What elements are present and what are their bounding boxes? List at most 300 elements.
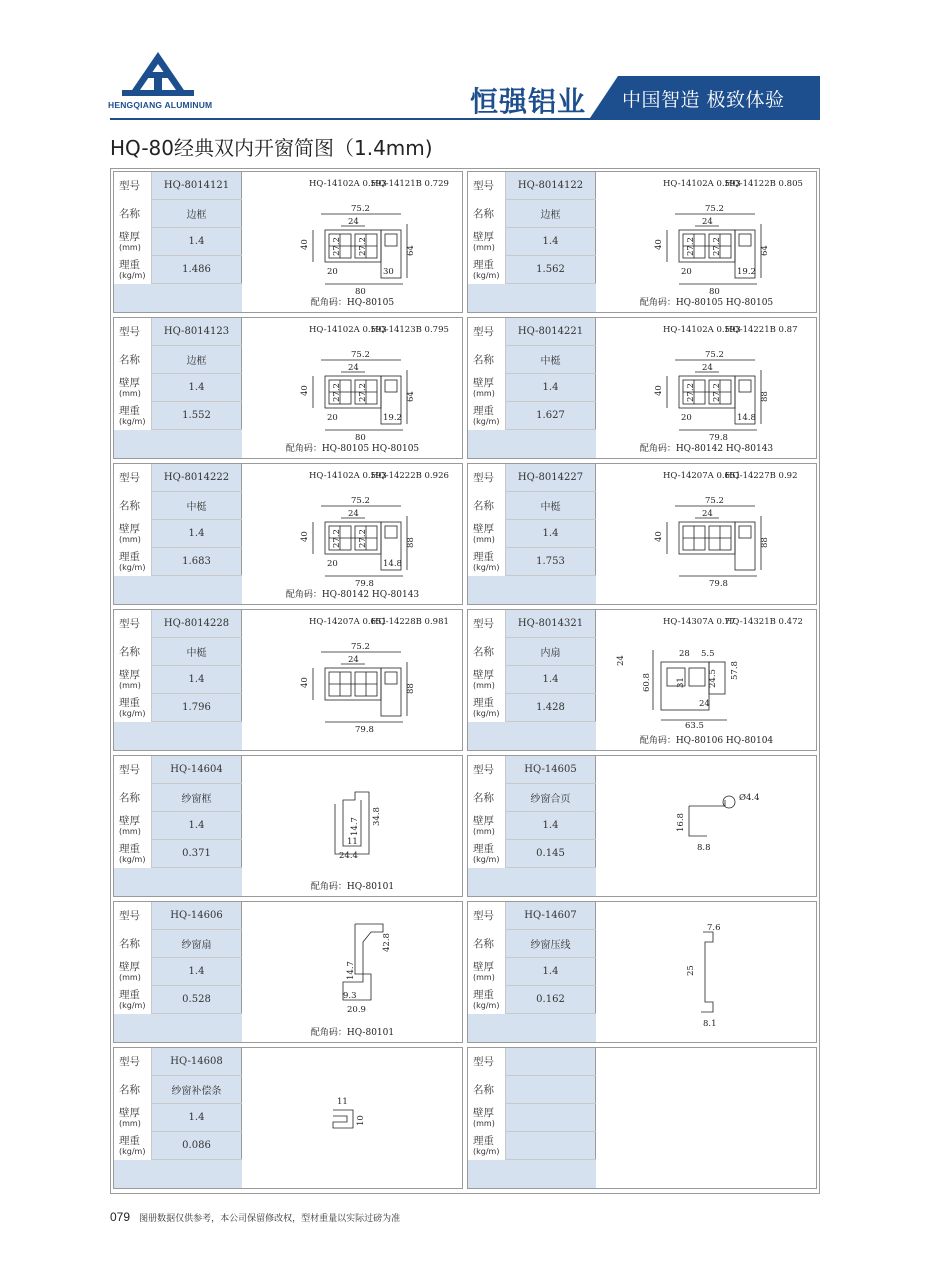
spec-label-thickness (468, 1104, 506, 1132)
dim-inner-width: 24 (702, 509, 713, 519)
dim-inner-width: 24 (348, 509, 359, 519)
part-code-a: HQ-14207A 0.651 (663, 471, 741, 481)
spec-row-name (114, 784, 242, 812)
spec-label-text: 理重 (119, 405, 140, 417)
dim-bottom-right: 30 (383, 267, 394, 277)
spec-row-weight (468, 986, 596, 1014)
spec-label-thickness (468, 666, 506, 694)
spec-value-thickness: 1.4 (152, 666, 241, 693)
spec-label-unit: (mm) (473, 681, 495, 690)
spec-row-model (468, 318, 596, 346)
part-code-b: HQ-14121B 0.729 (371, 179, 449, 189)
spec-row-weight (468, 694, 596, 722)
spec-label-name (468, 1076, 506, 1104)
drawing-canvas (597, 464, 816, 604)
spec-value-name: 纱窗压线 (506, 930, 595, 957)
corner-connector-note: 配角码：HQ-80142 HQ-80143 (639, 444, 774, 454)
spec-row-model (468, 902, 596, 930)
spec-label-weight (114, 986, 152, 1014)
spec-label-model (468, 318, 506, 346)
dim-chamber-b: 27.2 (358, 237, 368, 256)
spec-label-text: 壁厚 (473, 231, 494, 243)
dim-inner-width: 11 (347, 837, 358, 847)
spec-value-model: HQ-8014221 (506, 318, 595, 345)
spec-value-model: HQ-8014228 (152, 610, 241, 637)
spec-label-weight (114, 402, 152, 430)
spec-label-unit: (mm) (473, 973, 495, 982)
spec-label-unit: (kg/m) (473, 563, 500, 572)
spec-label-weight (468, 694, 506, 722)
dim-inner-width: 24 (348, 217, 359, 227)
logo-text: HENGQIANG ALUMINUM (108, 100, 213, 110)
spec-value-name: 边框 (152, 346, 241, 373)
spec-label-unit: (kg/m) (119, 1147, 146, 1156)
profile-card (467, 317, 817, 459)
dim-diameter: Ø4.4 (739, 793, 760, 803)
part-code-a: HQ-14102A 0.593 (309, 471, 387, 481)
dim-height: 88 (760, 391, 770, 402)
dim-inner-b: 24.5 (708, 669, 718, 688)
part-code-a: HQ-14102A 0.593 (309, 179, 387, 189)
spec-blank-row (468, 1160, 596, 1188)
spec-label-thickness (468, 228, 506, 256)
spec-row-thickness (114, 666, 242, 694)
dim-height: 10 (356, 1115, 366, 1126)
spec-label-text: 名称 (119, 937, 140, 950)
spec-label-thickness (468, 374, 506, 402)
spec-label-thickness (468, 958, 506, 986)
dim-inner-height: 14.7 (350, 817, 360, 836)
spec-label-model (468, 902, 506, 930)
spec-value-model: HQ-14608 (152, 1048, 241, 1075)
spec-row-name (468, 346, 596, 374)
drawing-canvas (597, 318, 816, 458)
spec-label-text: 壁厚 (473, 961, 494, 973)
drawing-canvas (243, 1048, 462, 1188)
spec-row-name (468, 784, 596, 812)
dim-bottom-left: 20 (327, 267, 338, 277)
spec-label-text: 名称 (119, 207, 140, 220)
dim-bottom-right: 14.8 (737, 413, 756, 423)
dim-top: 7.6 (707, 923, 721, 933)
spec-blank-row (114, 576, 242, 604)
spec-row-model (468, 1048, 596, 1076)
spec-label-text: 理重 (473, 697, 494, 709)
spec-row-weight (114, 256, 242, 284)
spec-value-thickness: 1.4 (506, 958, 595, 985)
spec-label-unit: (kg/m) (119, 417, 146, 426)
spec-row-model (468, 464, 596, 492)
spec-label-model (468, 610, 506, 638)
spec-label-name (468, 638, 506, 666)
corner-connector-note: 配角码：HQ-80106 HQ-80104 (639, 736, 774, 746)
spec-label-text: 理重 (119, 1135, 140, 1147)
dim-width: 8.8 (697, 843, 711, 853)
spec-value-name (506, 1076, 595, 1103)
drawing-canvas (243, 756, 462, 896)
spec-label-text: 名称 (473, 207, 494, 220)
spec-label-text: 理重 (473, 989, 494, 1001)
spec-label-unit: (mm) (119, 535, 141, 544)
spec-label-text: 型号 (473, 471, 494, 484)
spec-label-text: 名称 (119, 353, 140, 366)
dim-lip: 9.3 (343, 991, 357, 1001)
spec-value-name: 纱窗合页 (506, 784, 595, 811)
profile-grid (110, 168, 820, 1194)
spec-row-weight (114, 402, 242, 430)
spec-row-model (114, 756, 242, 784)
spec-row-thickness (468, 228, 596, 256)
spec-label-thickness (114, 1104, 152, 1132)
dim-bottom-right: 19.2 (383, 413, 402, 423)
spec-value-weight: 1.796 (152, 694, 241, 721)
corner-connector-note: 配角码：HQ-80105 (310, 298, 395, 308)
spec-label-text: 型号 (119, 909, 140, 922)
spec-value-name: 纱窗框 (152, 784, 241, 811)
spec-row-weight (468, 840, 596, 868)
spec-label-model (114, 464, 152, 492)
spec-label-text: 名称 (119, 791, 140, 804)
spec-label-unit: (kg/m) (119, 1001, 146, 1010)
spec-label-model (114, 318, 152, 346)
spec-label-weight (114, 694, 152, 722)
spec-row-thickness (468, 1104, 596, 1132)
spec-label-name (468, 784, 506, 812)
spec-value-thickness: 1.4 (152, 228, 241, 255)
slogan-text: 中国智造 极致体验 (622, 89, 785, 111)
spec-value-model: HQ-8014123 (152, 318, 241, 345)
dim-total-width: 79.8 (709, 433, 728, 443)
corner-connector-note: 配角码：HQ-80105 HQ-80105 (639, 298, 774, 308)
spec-row-name (114, 930, 242, 958)
profile-drawing (597, 318, 816, 458)
spec-label-text: 理重 (473, 259, 494, 271)
spec-label-text: 理重 (473, 1135, 494, 1147)
spec-label-text: 型号 (473, 617, 494, 630)
profile-card (467, 755, 817, 897)
part-code-b: HQ-14222B 0.926 (371, 471, 449, 481)
profile-card (467, 463, 817, 605)
dim-total-width: 80 (709, 287, 720, 297)
dim-height: 88 (406, 537, 416, 548)
drawing-canvas (243, 172, 462, 312)
profile-drawing (243, 1048, 462, 1188)
spec-row-model (114, 902, 242, 930)
spec-table (114, 902, 242, 1042)
spec-row-weight (114, 1132, 242, 1160)
spec-label-text: 壁厚 (119, 377, 140, 389)
dim-chamber-a: 27.2 (686, 237, 696, 256)
spec-value-thickness: 1.4 (506, 374, 595, 401)
spec-row-model (114, 464, 242, 492)
spec-label-name (114, 638, 152, 666)
spec-label-text: 名称 (119, 645, 140, 658)
part-code-a: HQ-14102A 0.593 (663, 179, 741, 189)
spec-value-weight: 0.371 (152, 840, 241, 867)
drawing-canvas (243, 318, 462, 458)
spec-value-name: 中梃 (506, 492, 595, 519)
spec-label-thickness (114, 374, 152, 402)
corner-connector-note: 配角码：HQ-80101 (310, 1028, 395, 1038)
dim-bottom-right: 19.2 (737, 267, 756, 277)
part-code-b: HQ-14228B 0.981 (371, 617, 449, 627)
part-code-b: HQ-14227B 0.92 (725, 471, 798, 481)
profile-drawing (597, 610, 816, 750)
profile-card (113, 171, 463, 313)
spec-label-thickness (114, 666, 152, 694)
dim-inner-width: 24 (348, 655, 359, 665)
spec-label-weight (468, 1132, 506, 1160)
spec-value-name: 边框 (152, 200, 241, 227)
dim-bottom-right: 14.8 (383, 559, 402, 569)
spec-label-weight (114, 548, 152, 576)
dim-chamber-a: 27.2 (332, 237, 342, 256)
spec-label-model (114, 610, 152, 638)
dim-height: 16.8 (676, 813, 686, 832)
spec-label-unit: (kg/m) (119, 709, 146, 718)
spec-value-weight: 0.145 (506, 840, 595, 867)
profile-card (113, 609, 463, 751)
spec-blank-row (114, 1014, 242, 1042)
dim-height: 25 (686, 965, 696, 976)
profile-drawing (243, 464, 462, 604)
footer-note: 图册数据仅供参考，本公司保留修改权，型材重量以实际过磅为准 (139, 1214, 401, 1224)
page-number: 079 (110, 1210, 131, 1224)
spec-value-weight (506, 1132, 595, 1159)
spec-label-model (468, 1048, 506, 1076)
dim-total-width: 80 (355, 287, 366, 297)
spec-label-text: 名称 (473, 499, 494, 512)
spec-value-model: HQ-8014122 (506, 172, 595, 199)
spec-value-model: HQ-8014222 (152, 464, 241, 491)
spec-label-unit: (mm) (473, 827, 495, 836)
dim-inner-width: 24 (702, 363, 713, 373)
dim-top-b: 5.5 (701, 649, 715, 659)
spec-table (468, 172, 596, 312)
spec-value-model: HQ-14605 (506, 756, 595, 783)
spec-table (114, 464, 242, 604)
spec-label-text: 理重 (119, 843, 140, 855)
spec-label-text: 名称 (473, 353, 494, 366)
profile-section-drawing (701, 932, 713, 1012)
dim-inner-width: 24 (348, 363, 359, 373)
spec-value-name: 中梃 (506, 346, 595, 373)
dim-chamber-b: 27.2 (358, 383, 368, 402)
spec-row-thickness (468, 812, 596, 840)
spec-row-thickness (114, 228, 242, 256)
spec-label-unit: (kg/m) (119, 563, 146, 572)
spec-row-name (468, 930, 596, 958)
spec-label-weight (114, 1132, 152, 1160)
spec-value-model: HQ-8014121 (152, 172, 241, 199)
profile-card (113, 901, 463, 1043)
part-code-a: HQ-14102A 0.593 (309, 325, 387, 335)
spec-value-name: 纱窗补偿条 (152, 1076, 241, 1103)
drawing-canvas (243, 610, 462, 750)
spec-table (114, 1048, 242, 1188)
spec-value-thickness: 1.4 (506, 228, 595, 255)
profile-drawing (597, 464, 816, 604)
profile-card (467, 171, 817, 313)
drawing-canvas (243, 902, 462, 1042)
spec-label-unit: (mm) (473, 243, 495, 252)
profile-drawing (597, 1048, 816, 1188)
spec-label-unit: (kg/m) (473, 709, 500, 718)
spec-value-name: 边框 (506, 200, 595, 227)
dim-chamber-b: 27.2 (358, 529, 368, 548)
spec-table (468, 756, 596, 896)
spec-label-text: 型号 (119, 471, 140, 484)
spec-table (114, 756, 242, 896)
spec-blank-row (468, 722, 596, 750)
spec-label-text: 理重 (473, 551, 494, 563)
spec-label-unit: (mm) (119, 973, 141, 982)
spec-label-unit: (mm) (119, 243, 141, 252)
spec-label-text: 型号 (119, 617, 140, 630)
spec-label-text: 理重 (119, 551, 140, 563)
spec-value-thickness (506, 1104, 595, 1131)
spec-label-text: 名称 (473, 937, 494, 950)
profile-drawing (597, 902, 816, 1042)
dim-depth: 40 (300, 239, 310, 250)
dim-total-width: 63.5 (685, 721, 704, 731)
spec-value-thickness: 1.4 (152, 520, 241, 547)
spec-label-name (114, 492, 152, 520)
dim-width: 75.2 (705, 350, 724, 360)
spec-label-name (468, 200, 506, 228)
dim-total-width: 79.8 (709, 579, 728, 589)
spec-label-unit: (kg/m) (473, 855, 500, 864)
spec-label-name (114, 200, 152, 228)
profile-section-drawing (689, 796, 735, 836)
profile-card (467, 609, 817, 751)
dim-chamber-b: 27.2 (712, 383, 722, 402)
spec-label-text: 名称 (119, 1083, 140, 1096)
spec-row-thickness (114, 1104, 242, 1132)
profile-drawing (597, 756, 816, 896)
dim-inner-a: 31 (676, 677, 686, 688)
dim-width: 75.2 (351, 496, 370, 506)
spec-label-text: 理重 (473, 405, 494, 417)
part-code-b: HQ-14122B 0.805 (725, 179, 803, 189)
spec-label-name (468, 346, 506, 374)
spec-row-weight (468, 256, 596, 284)
dim-total-width: 79.8 (355, 579, 374, 589)
spec-row-model (114, 1048, 242, 1076)
spec-row-model (468, 610, 596, 638)
dim-chamber-b: 27.2 (712, 237, 722, 256)
spec-row-weight (468, 548, 596, 576)
spec-label-text: 壁厚 (119, 231, 140, 243)
spec-label-text: 壁厚 (473, 377, 494, 389)
spec-value-weight: 0.162 (506, 986, 595, 1013)
spec-label-text: 型号 (473, 179, 494, 192)
spec-label-unit: (mm) (119, 681, 141, 690)
dim-left-height: 60.8 (642, 673, 652, 692)
spec-label-thickness (114, 520, 152, 548)
spec-value-model: HQ-8014227 (506, 464, 595, 491)
spec-blank-row (114, 868, 242, 896)
dim-width: 20.9 (347, 1005, 366, 1015)
spec-label-unit: (mm) (119, 389, 141, 398)
part-code-b: HQ-14221B 0.87 (725, 325, 798, 335)
spec-value-thickness: 1.4 (152, 374, 241, 401)
spec-value-weight: 1.428 (506, 694, 595, 721)
spec-value-weight: 1.562 (506, 256, 595, 283)
dim-height: 64 (406, 245, 416, 256)
drawing-canvas (597, 902, 816, 1042)
profile-drawing (597, 172, 816, 312)
drawing-canvas (243, 464, 462, 604)
spec-value-model: HQ-14604 (152, 756, 241, 783)
spec-value-thickness: 1.4 (506, 666, 595, 693)
spec-row-weight (114, 986, 242, 1014)
dim-width: 75.2 (705, 204, 724, 214)
drawing-canvas (597, 756, 816, 896)
spec-label-model (468, 756, 506, 784)
spec-label-unit: (mm) (119, 827, 141, 836)
spec-table (468, 464, 596, 604)
spec-label-unit: (kg/m) (119, 855, 146, 864)
part-code-a: HQ-14207A 0.651 (309, 617, 387, 627)
dim-width: 11 (337, 1097, 348, 1107)
profile-card (113, 1047, 463, 1189)
spec-label-text: 理重 (473, 843, 494, 855)
spec-label-text: 名称 (473, 791, 494, 804)
spec-row-thickness (114, 812, 242, 840)
corner-connector-note: 配角码：HQ-80105 HQ-80105 (285, 444, 420, 454)
spec-row-thickness (114, 958, 242, 986)
spec-value-weight: 1.683 (152, 548, 241, 575)
spec-label-unit: (kg/m) (473, 1147, 500, 1156)
page-footer (110, 1206, 400, 1225)
spec-row-model (114, 610, 242, 638)
spec-label-unit: (mm) (119, 1119, 141, 1128)
spec-label-name (114, 346, 152, 374)
dim-left-top: 24 (616, 655, 626, 666)
profile-card (467, 1047, 817, 1189)
spec-label-text: 型号 (473, 325, 494, 338)
spec-blank-row (468, 284, 596, 312)
spec-table (468, 318, 596, 458)
spec-label-model (114, 756, 152, 784)
part-code-b: HQ-14123B 0.795 (371, 325, 449, 335)
spec-label-weight (468, 548, 506, 576)
spec-row-model (114, 318, 242, 346)
part-code-b: HQ-14321B 0.472 (725, 617, 803, 627)
spec-value-weight: 0.086 (152, 1132, 241, 1159)
header-divider (110, 118, 820, 120)
spec-value-model: HQ-8014321 (506, 610, 595, 637)
spec-label-model (114, 1048, 152, 1076)
spec-label-unit: (kg/m) (473, 271, 500, 280)
spec-value-weight: 1.486 (152, 256, 241, 283)
spec-row-thickness (114, 374, 242, 402)
dim-depth: 40 (654, 239, 664, 250)
spec-label-text: 壁厚 (119, 815, 140, 827)
spec-label-text: 壁厚 (473, 1107, 494, 1119)
dim-depth: 40 (654, 531, 664, 542)
spec-label-thickness (114, 958, 152, 986)
dim-top-a: 28 (679, 649, 690, 659)
dim-width: 75.2 (351, 350, 370, 360)
spec-row-name (114, 1076, 242, 1104)
dim-width: 75.2 (705, 496, 724, 506)
dim-bottom-left: 20 (327, 413, 338, 423)
dim-right-height: 57.8 (730, 661, 740, 680)
profile-card (113, 317, 463, 459)
profile-card (467, 901, 817, 1043)
